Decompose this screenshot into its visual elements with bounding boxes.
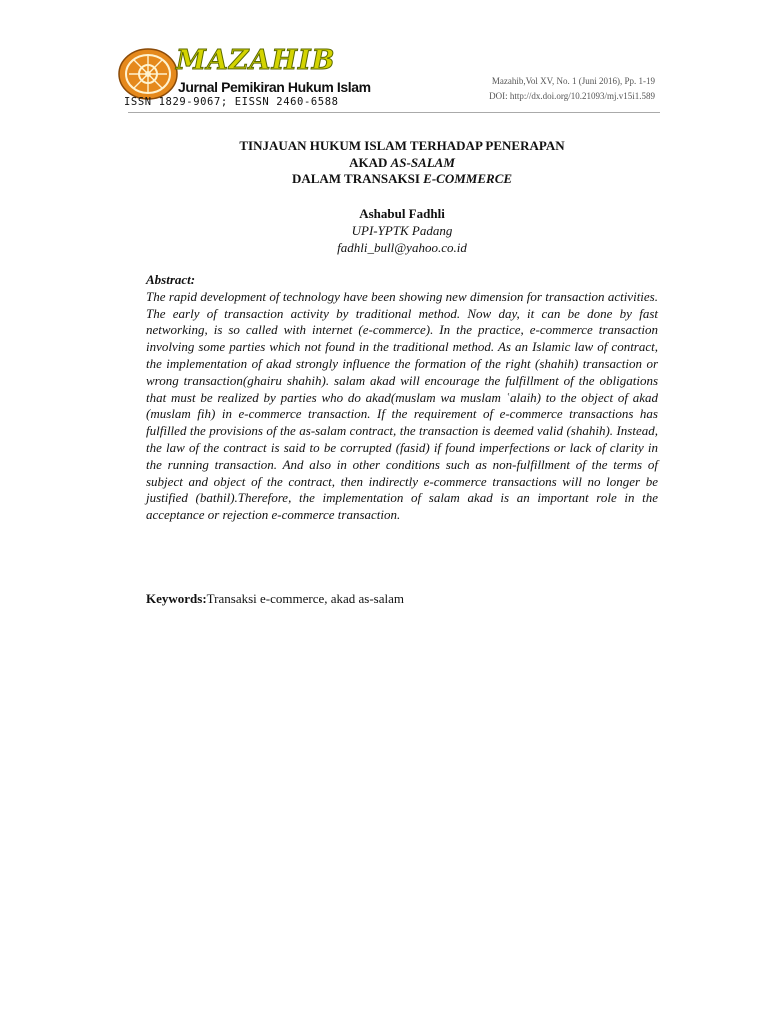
abstract-body: The rapid development of technology have been showing new dimension for transaction activities. The early of transaction activity by traditional method. Now day, it can be done by fast networking, is so called with internet (e-commerce). In the practice, e-commerce transaction involving some parties which not found in the traditional method. As an Islamic law of contract, the implementation of akad strongly influence the formation of the right (shahih) transaction or wrong transaction(ghairu shahih). salam akad will encourage the fulfillment of the obligations that must be realized by parties who do akad(muslam wa muslam ʿalaih) to the object of akad (muslam fih) in e-commerce transaction. If the requirement of e-commerce transactions has fulfilled the provisions of the as-salam contract, the transaction is deemed valid (shahih). Instead, the law of the contract is said to be corrupted (fasid) if found imperfections or lack of clarity in the running transaction. And also in other conditions such as non-fulfillment of the terms of subject and object of the contract, then indirectly e-commerce transactions will no longer be justified (bathil).Therefore, the implementation of salam akad is an important role in the acceptance or rejection e-commerce transaction. bbox=[146, 288, 658, 523]
abstract-heading: Abstract: bbox=[146, 272, 196, 287]
title-line-3 bbox=[140, 171, 664, 188]
title-line-2 bbox=[140, 155, 664, 172]
title-line-1: TINJAUAN HUKUM ISLAM TERHADAP PENERAPAN bbox=[239, 138, 565, 153]
abstract-section bbox=[146, 272, 658, 524]
citation-text: Mazahib,Vol XV, No. 1 (Juni 2016), Pp. 1-19 bbox=[491, 76, 655, 86]
keywords-value: Transaksi e-commerce, akad as-salam bbox=[206, 591, 405, 606]
journal-subtitle: Jurnal Pemikiran Hukum Islam bbox=[178, 79, 371, 95]
keywords-label: Keywords: bbox=[146, 591, 207, 606]
author-email[interactable]: fadhli_bull@yahoo.co.id bbox=[337, 240, 467, 255]
citation-block bbox=[489, 74, 655, 104]
issn-line: ISSN 1829-9067; EISSN 2460-6588 bbox=[124, 96, 339, 108]
author-block bbox=[140, 205, 664, 256]
journal-emblem-icon bbox=[118, 48, 178, 100]
keywords-section bbox=[146, 590, 658, 607]
journal-logo bbox=[118, 45, 371, 112]
article-title bbox=[140, 138, 664, 188]
author-affiliation: UPI-YPTK Padang bbox=[351, 223, 453, 238]
title-line-2-prefix: AKAD bbox=[349, 154, 391, 170]
author-name: Ashabul Fadhli bbox=[359, 206, 445, 221]
title-line-3-prefix: DALAM TRANSAKSI bbox=[291, 171, 424, 186]
header-divider bbox=[128, 112, 660, 113]
doi-link[interactable]: DOI: http://dx.doi.org/10.21093/mj.v15i1.589 bbox=[489, 91, 655, 101]
title-line-2-italic: AS-SALAM bbox=[390, 154, 455, 170]
journal-name: MAZAHIB bbox=[176, 45, 336, 76]
title-line-3-italic: E-COMMERCE bbox=[423, 171, 513, 186]
